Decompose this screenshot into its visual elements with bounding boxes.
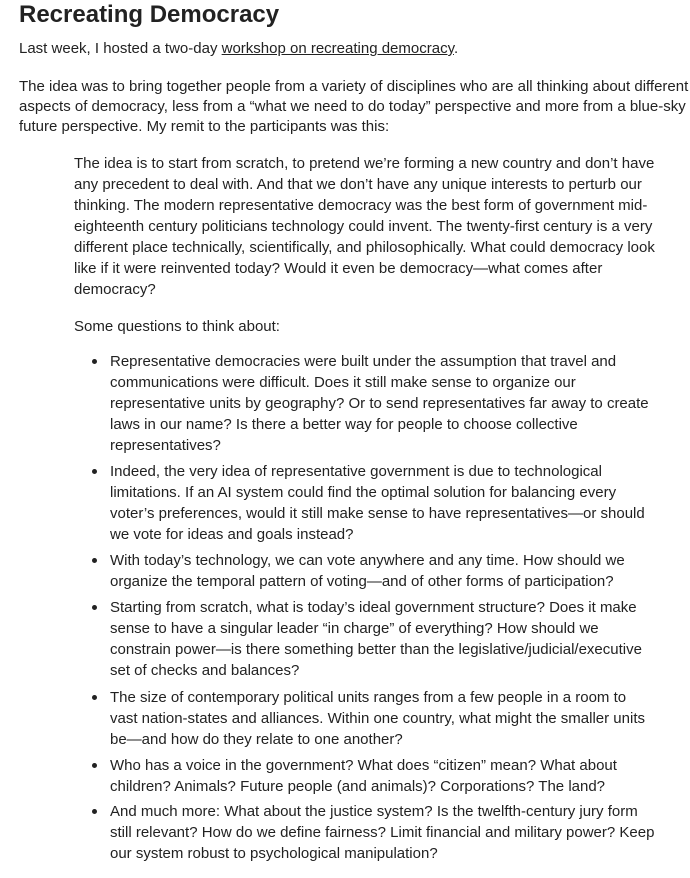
intro-paragraph bbox=[19, 39, 690, 59]
list-item-line: children? Animals? Future people (and animals)? Corporations? The land? bbox=[110, 778, 606, 795]
list-item-line: And much more: What about the justice system? Is the twelfth-century jury form bbox=[110, 803, 638, 820]
intro-text-before: Last week, I hosted a two-day bbox=[19, 40, 222, 57]
list-item-line: The size of contemporary political units ranges from a few people in a room to bbox=[110, 689, 627, 706]
bullet-icon bbox=[92, 695, 97, 700]
list-item-line: limitations. If an AI system could find the optimal solution for balancing every bbox=[110, 484, 617, 501]
quote-line: The idea is to start from scratch, to pretend we’re forming a new country and don’t have bbox=[74, 155, 655, 172]
bullet-icon bbox=[92, 763, 97, 768]
list-item-line: organize the temporal pattern of voting—and of other forms of participation? bbox=[110, 573, 614, 590]
bullet-icon bbox=[92, 605, 97, 610]
list-item-line: set of checks and balances? bbox=[110, 662, 300, 679]
idea-paragraph bbox=[19, 77, 690, 137]
bullet-icon bbox=[92, 359, 97, 364]
workshop-link[interactable]: workshop on recreating democracy bbox=[221, 40, 454, 57]
quote-line: democracy? bbox=[74, 281, 156, 298]
page-title: Recreating Democracy bbox=[19, 1, 280, 28]
intro-text-after: . bbox=[453, 40, 459, 57]
list-item-line: Indeed, the very idea of representative government is due to technological bbox=[110, 463, 602, 480]
quote-line: thinking. The modern representative democracy was the best form of government mid- bbox=[74, 197, 648, 214]
list-item-line: With today’s technology, we can vote anywhere and any time. How should we bbox=[110, 552, 625, 569]
questions-intro-text: Some questions to think about: bbox=[74, 318, 280, 335]
list-item-text bbox=[110, 550, 625, 592]
list-item-line: communications were difficult. Does it still make sense to organize our bbox=[110, 374, 576, 391]
list-item-text bbox=[110, 755, 617, 797]
list-item-line: vast nation-states and alliances. Within one country, what might the smaller units bbox=[110, 710, 645, 727]
list-item-line: constrain power—is there something better than the legislative/judicial/executive bbox=[110, 641, 642, 658]
list-item-line: laws in our name? Is there a better way for people to choose collective bbox=[110, 416, 578, 433]
bullet-icon bbox=[92, 558, 97, 563]
list-item-line: Who has a voice in the government? What does “citizen” mean? What about bbox=[110, 757, 617, 774]
list-item-line: still relevant? How do we define fairness? Limit financial and military power? Keep bbox=[110, 824, 655, 841]
idea-paragraph-line: The idea was to bring together people from a variety of disciplines who are all thinking about different bbox=[19, 78, 689, 95]
list-item-text bbox=[110, 687, 645, 750]
idea-paragraph-line: aspects of democracy, less from a “what we need to do today” perspective and more from a blue-sky bbox=[19, 98, 686, 115]
list-item-line: Representative democracies were built under the assumption that travel and bbox=[110, 353, 617, 370]
list-item-line: we vote for ideas and goals instead? bbox=[110, 526, 354, 543]
list-item-line: our system robust to psychological manipulation? bbox=[110, 845, 438, 862]
list-item-line: representatives? bbox=[110, 437, 221, 454]
questions-intro bbox=[74, 316, 674, 337]
quote-line: like if it were reinvented today? Would it even be democracy—what comes after bbox=[74, 260, 603, 277]
idea-paragraph-line: future perspective. My remit to the participants was this: bbox=[19, 118, 390, 135]
list-item-line: be—and how do they relate to one another? bbox=[110, 731, 403, 748]
list-item-line: Starting from scratch, what is today’s ideal government structure? Does it make bbox=[110, 599, 637, 616]
list-item-text bbox=[110, 801, 654, 864]
list-item-line: representative units by geography? Or to send representatives far away to create bbox=[110, 395, 649, 412]
bullet-icon bbox=[92, 469, 97, 474]
quote-line: any precedent to deal with. And that we don’t have any unique interests to perturb our bbox=[74, 176, 642, 193]
quote-line: different place technically, scientifically, and philosophically. What could democracy look bbox=[74, 239, 655, 256]
list-item-text bbox=[110, 597, 642, 681]
list-item-text bbox=[110, 351, 649, 456]
list-item-line: voter’s preferences, would it still make sense to have representatives—or should bbox=[110, 505, 645, 522]
list-item-text bbox=[110, 461, 645, 545]
bullet-icon bbox=[92, 809, 97, 814]
remit-quote bbox=[74, 153, 674, 300]
quote-line: eighteenth century politicians technology could invent. The twenty-first century is a very bbox=[74, 218, 653, 235]
list-item-line: sense to have a singular leader “in charge” of everything? How should we bbox=[110, 620, 599, 637]
